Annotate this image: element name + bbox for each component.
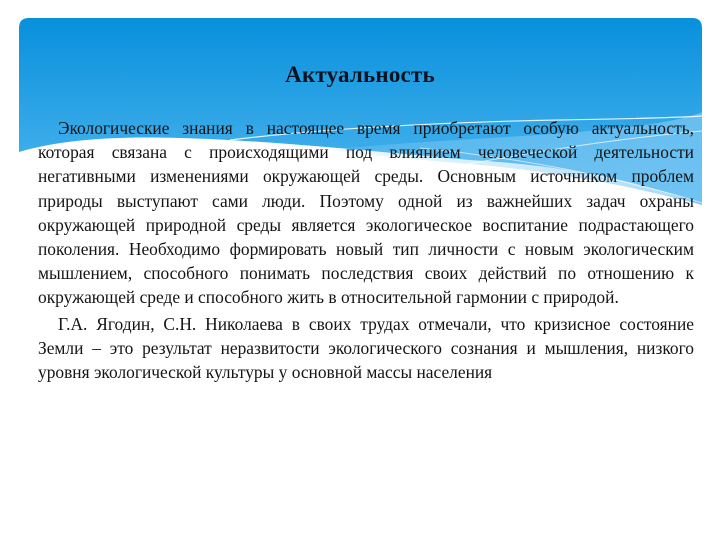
slide-title: Актуальность [285, 62, 435, 87]
paragraph-citation: Г.А. Ягодин, С.Н. Николаева в своих трудах отмечали, что кризисное состояние Земли – это результат неразвитости экологического сознания и мышления, низкого уровня экологической культуры у основной массы населения [38, 313, 694, 383]
slide-body [38, 116, 694, 384]
paragraph-relevance: Экологические знания в настоящее время приобретают особую актуальность, которая связана с происходящими под влиянием человеческой деятельности негативными изменениями окружающей среды. Основным источником проблем природы выступают сами люди. Поэтому одной из важнейших задач охраны окружающей природной среды является экологическое воспитание подрастающего поколения. Необходимо формировать новый тип личности с новым экологическим мышлением, способного понимать последствия своих действий по отношению к окружающей среде и способного жить в относительной гармонии с природой. [38, 118, 694, 308]
